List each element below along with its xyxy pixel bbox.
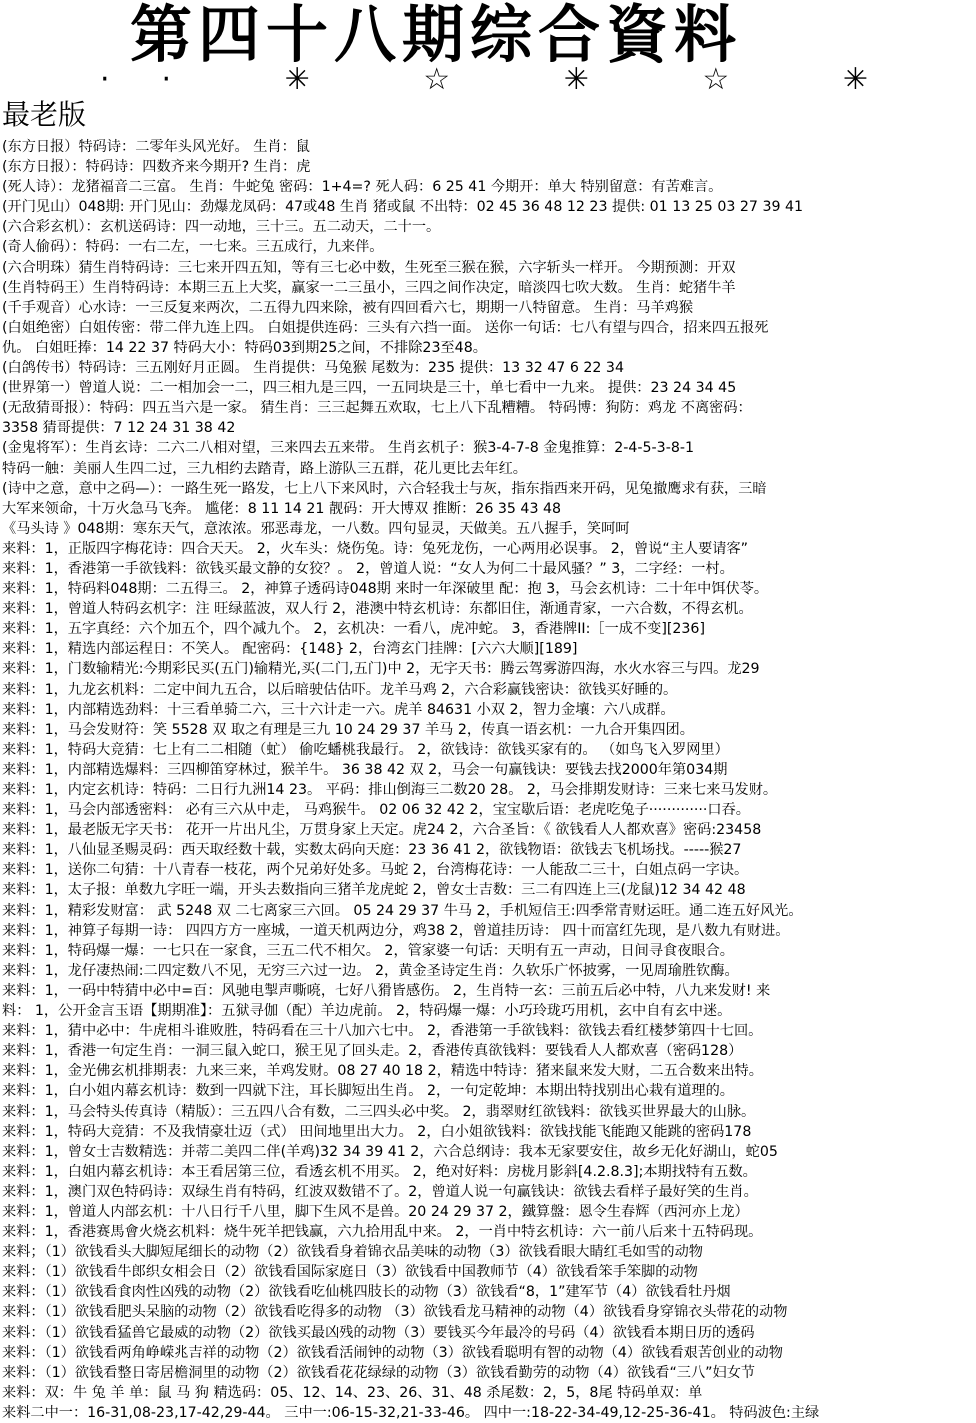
text-line: (死人诗）：龙猪福音二三富。 生肖：牛蛇兔 密码：1+4=? 死人码：6 25 41 今期开：单大 特别留意：有苦难言。 [2,179,723,196]
text-line: 来料：1，白小姐内幕玄机诗：数到一四就下注，耳长脚短出生肖。 2，一句定乾坤：本期出特找别出心栽有道理的。 [2,1083,734,1100]
text-line: 来料：1，神算子每期一诗： 四四方方一座城，一道天机两边分，鸡38 2，曾道挂历诗： 四十而富红先现，是八数九有财进。 [2,922,790,939]
text-line: 来料：1，特码大竞猜：七上有二二相随（虻） 偷吃蟠桃我最行。 2，欲钱诗：欲钱买家有的。 （如鸟飞入罗网里） [2,741,729,758]
text-line: 大军来领命，十万火急马飞奔。 尴佬：8 11 14 21 靓码：开大博双 推断：26 35 43 48 [2,500,562,517]
text-line: 来料：（1）欲钱看肥头呆脑的动物（2）欲钱看吃得多的动物 （3）欲钱看龙马精神的动物（4）欲钱看身穿锦衣头带花的动物 [2,1304,788,1321]
text-line: 来料：（1）欲钱看两角峥嵘兆吉祥的动物（2）欲钱看活闹钟的动物（3）欲钱看聪明有智的动物（4）欲钱看艰苦创业的动物 [2,1344,783,1361]
text-line: 来料：1，马会内部透密料： 必有三六从中走， 马鸡猴牛。 02 06 32 42 2，宝宝歇后语：老虎吃兔子·············口吞。 [2,802,750,819]
text-line: 仇。 白姐旺捧：14 22 37 特码大小：特码03到期25之间，不排除23至48。 [2,339,487,356]
text-line: 来料：1，金光佛玄机排期表：九来三来，羊鸡发财。08 27 40 18 2，精选中特诗：猪来鼠来发大财，二五合数来出特。 [2,1063,763,1080]
text-line: (千手观音）心水诗：一三反复来两次，二五得九四来除，被有四回看六七，期期一八特留意。 生肖：马羊鸡猴 [2,299,694,316]
text-line: 《马头诗 》048期：寒东天气，意浓浓。邪恶毒龙，一八数。四句显灵，天做美。五八握手，笑呵呵 [2,520,630,537]
text-line: 来料：1，门数输精光:今期彩民买(五门)输精光,买(二门,五门)中 2，无字天书：腾云驾雾游四海，水火水容三与四。龙29 [2,661,760,678]
text-line: (东方日报）：特码诗：四数齐来今期开? 生肖：虎 [2,159,311,176]
text-line: 3358 猜哥提供：7 12 24 31 38 42 [2,420,236,437]
text-line: 来料：1，澳门双色特码诗：双绿生肖有特码，红波双数错不了。2，曾道人说一句赢钱诀：欲钱去看样子最好笑的生肖。 [2,1183,758,1200]
text-line: (世界第一）曾道人说：二一相加会一二，四三相九是三四，一五同块是三十，单七看中一九来。 提供：23 24 34 45 [2,380,737,397]
content-body [2,137,974,1423]
text-line: 来料：1，曾道人内部玄机：十八日行千八里，脚下生风不是兽。20 24 29 37 2，鐵算盤：恩令生春辉（西河亦上龙） [2,1203,749,1220]
text-line: 来料：1，曾女士吉数精选：并蒂二美四二伴(羊鸡)32 34 39 41 2，六合总纲诗：我本无家要安住，故乡无化好湖山，蛇05 [2,1143,778,1160]
text-line: 来料：1，马会特头传真诗（精版）：三五四八合有数，二三四头必中奖。 2，翡翠财红欲钱料：欲钱买世界最大的山脉。 [2,1103,756,1120]
text-line: 来料：1，太子报：单数九字旺一端，开头去数指向三猪羊龙虎蛇 2，曾女士吉数：三二有四连上三(龙鼠)12 34 42 48 [2,882,746,899]
text-line: 来料：1，特码料048期：二五得三。 2，神算子透码诗048期 来时一年深破里 配：抱 3，马会玄机诗：二十年中饵伏苓。 [2,581,769,598]
text-line: 来料：1，精彩发财富： 武 5248 双 二七离家三六回。 05 24 29 37 牛马 2，手机短信王:四季常青财运旺。通二连五好风光。 [2,902,803,919]
text-line: 来料：1，马会发财符：笑 5528 双 取之有理是三九 10 24 29 37 羊马 2，传真一语玄机：一九合开集四团。 [2,721,694,738]
text-line: 来料：1，正版四字梅花诗：四合天天。 2，火车头：烧伤兔。诗：兔死龙伤，一心两用必误事。 2，曾说“主人要请客” [2,540,748,557]
text-line: 来料：1，九龙玄机料：二定中间九五合，以后暗驶估估吓。龙羊马鸡 2，六合彩赢钱密诀：欲钱买好睡的。 [2,681,678,698]
text-line: 来料：1，最老版无字天书： 花开一片出凡尘，万贯身家上天定。虎24 2，六合圣旨：《 欲钱看人人都欢喜》密码:23458 [2,822,762,839]
text-line: 来料：1，内部精选劲料：十三看单骑二六，三十六计走一六。虎羊 84631 小双 2，智力金壤：六八成群。 [2,701,675,718]
text-line: 来料：1，送你二句猜：十八青春一枝花，两个兄弟好处多。马蛇 2，台湾梅花诗：一人能敌二三十，白姐点码一字诀。 [2,862,749,879]
text-line: 来料：（1）欲钱看整日寄居檐洞里的动物（2）欲钱看花花绿绿的动物（3）欲钱看勤劳的动物（4）欲钱看“三八”妇女节 [2,1364,756,1381]
text-line: 来料：1，一码中特猜中必中=百：风驰电掣声嘶喨，七好八猾皆感伤。 2，生肖特一玄：三前五后必中特，八九来发财! 来 [2,982,771,999]
text-line: 来料：1，白姐内幕玄机诗：本王看居第三位，看透玄机不用买。 2，绝对好料：房栊月影斜[4.2.8.3];本期找特有五数。 [2,1163,757,1180]
text-line: 来料：1，八仙显圣赐灵码：西天取经数十载，实数太码向天庭：23 36 41 2，欲钱物语：欲钱去飞机场找。-----猴27 [2,842,742,859]
text-line: 来料：（1）欲钱看牛郎织女相会日（2）欲钱看国际家庭日（3）欲钱看中国教师节（4）欲钱看笨手笨脚的动物 [2,1264,698,1281]
text-line: 来料：双：牛 兔 羊 单：鼠 马 狗 精选码：05、12、14、23、26、31、48 杀尾数：2，5，8尾 特码单双：单 [2,1384,703,1401]
text-line: 来料：1，内部精选爆料：三四柳笛穿林过，猴羊牛。 36 38 42 双 2，马会一句赢钱诀：要钱去找2000年第034期 [2,761,728,778]
text-line: (生肖特码王）生肖特码诗：本期三五上大奖，赢家一二三虽小，三四之间作决定，暗淡四七吹大数。 生肖：蛇猪牛羊 [2,279,736,296]
page-title: 第四十八期综合資料 [130,0,743,71]
edition-label: 最老版 [2,98,87,131]
text-line: 来料：1，特码爆一爆：一七只在一家食，三五二代不相欠。 2，管家婆一句话：天明有五一声动，日间寻食夜眼合。 [2,942,734,959]
text-line: (六合明珠）猜生肖特码诗：三七来开四五知，等有三七必中数，生死至三猴在猴，六字斩头一样开。 今期预测：开双 [2,259,736,276]
text-line: 来料；（1）欲钱看头大脚短尾细长的动物（2）欲钱看身着锦衣品美味的动物（3）欲钱看眼大睛红毛如雪的动物 [2,1244,703,1261]
text-line: 来料：（1）欲钱看猛兽它最威的动物（2）欲钱买最凶残的动物（3）要钱买今年最冷的号码（4）欲钱看本期日历的透码 [2,1324,755,1341]
text-line: 来料：（1）欲钱看食肉性凶残的动物（2）欲钱看吃仙桃四肢长的动物（3）欲钱看“8，1”建军节（4）欲钱看牡丹烟 [2,1284,731,1301]
star-decoration: ·· ✳ ☆ ✳ ☆ ✳ [100,62,920,97]
text-line: (诗中之意，意中之码—）：一路生死一路发，七上八下来风时，六合轻我士与灰，指东指西来开码，见兔撤鹰求有获，三暗 [2,480,767,497]
text-line: (白姐绝密）白姐传密：带二伴九连上四。 白姐提供连码：三头有六挡一面。 送你一句话：七八有望与四合，招来四五报死 [2,319,769,336]
text-line: 来料：1，香港一句定生肖：一洞三鼠入蛇口，猴王见了回头走。2，香港传真欲钱料：要钱看人人都欢喜（密码128） [2,1043,743,1060]
text-line: 料： 1，公开金言玉语【期期准】：五狱寻伽（配）羊边虎前。 2，特码爆一爆：小巧玲珑巧用机，玄中自有玄中迷。 [2,1003,732,1020]
text-line: (东方日报）特码诗：二零年头风光好。 生肖：鼠 [2,139,310,155]
text-line: 来料：1，香港赛馬會火烧玄机料：烧牛死羊把钱赢，六九拾用乱中来。 2，一肖中特玄机诗：六一前八后来十五特码现。 [2,1224,763,1241]
text-line: (六合彩玄机）：玄机送码诗：四一动地，三十三。五二动天，二十一。 [2,219,441,236]
text-line: 来料：1，特码大竞猜：不及我情豪壮迈（式） 田间地里出大力。 2，白小姐欲钱料：欲钱找能飞能跑又能跳的密码178 [2,1123,752,1140]
text-line: 来料：1，精选内部运程日：不笑人。 配密码：{148} 2，台湾玄门挂牌：[六六大顺][189] [2,641,578,658]
text-line: (开门见山）048期: 开门见山：劲爆龙凤码：47或48 生肖 猪或鼠 不出特：02 45 36 48 12 23 提供: 01 13 25 03 27 39 41 [2,199,804,216]
text-line: 特码一触：美丽人生四二过，三九相约去踏青，路上游队三五群，花儿更比去年红。 [2,460,527,477]
text-line: 来料：1，龙仔凄热闹:二四定数八不见，无穷三六过一边。 2，黄金圣诗定生肖：久软乐广怀披雾，一见周瑜胜钦酶。 [2,962,739,979]
text-line: 来料：1，猜中必中：牛虎相斗谁败胜，特码看在三十八加六七中。 2，香港第一手欲钱料：欲钱去看红楼梦第四十七回。 [2,1023,763,1040]
text-line: (奇人偷码）：特码：一右二左，一七来。三五成行，九来伴。 [2,239,384,256]
text-line: 来料二中一：16-31,08-23,17-42,29-44。 三中一:06-15-32,21-33-46。 四中一:18-22-34-49,12-25-36-41。 特码波色:主绿 [2,1404,820,1421]
text-line: 来料：1，内定玄机诗：特码：二日行九洲14 23。 平码：排山倒海三二数20 28。 2，马会排期发财诗：三来七来马发财。 [2,782,778,798]
text-line: (无敌猜哥报）：特码：四五当六是一家。 猜生肖：三三起舞五欢取，七上八下乱糟糟。 特码博：狗防：鸡龙 不离密码： [2,400,752,417]
text-line: (白鸽传书）特码诗：三五刚好月正圆。 生肖提供：马兔猴 尾数为：235 提供：13 32 47 6 22 34 [2,360,624,377]
text-line: 来料：1，五字真经：六个加五个，四个减九个。 2，玄机决：一看八，虎冲蛇。 3，香港牌II:［一成不变][236] [2,621,705,638]
text-line: 来料：1，香港第一手欲钱料：欲钱买最文静的女狡？。 2，曾道人说：“女人为何二十最风骚？” 3，二字经：一村。 [2,560,734,577]
text-line: 来料：1，曾道人特码玄机字：注 旺绿蓝波，双人行 2，港澳中特玄机诗：东都旧住，渐通青家，一六合数，不得玄机。 [2,601,753,618]
text-line: (金鬼将军）：生肖玄诗：二六二八相对望，三来四去五来带。 生肖玄机子：猴3-4-7-8 金鬼推算：2-4-5-3-8-1 [2,440,694,457]
